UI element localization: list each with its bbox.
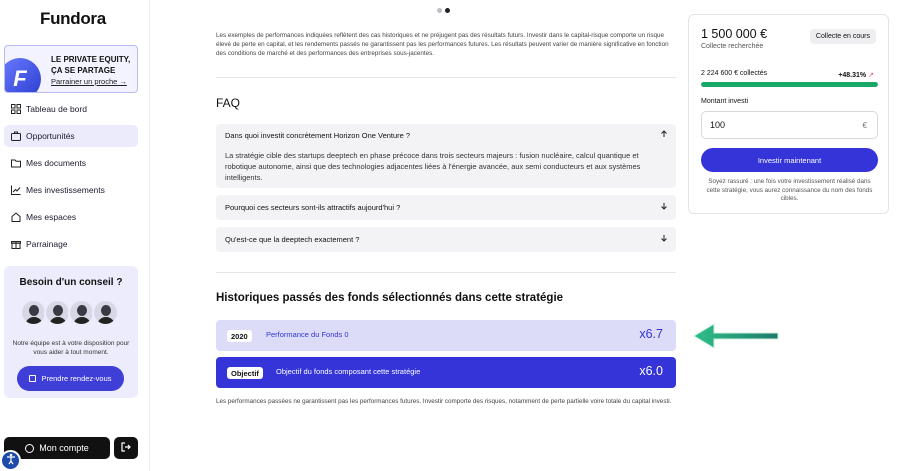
target-amount-label: Collecte recherchée <box>701 43 764 50</box>
main-content <box>171 0 680 471</box>
performance-label: Performance du Fonds 0 <box>266 330 349 339</box>
calendar-icon <box>29 375 36 382</box>
chart-icon <box>11 185 21 195</box>
sidebar-item-investments[interactable] <box>4 179 138 201</box>
faq-title: FAQ <box>216 96 241 110</box>
chevron-down-icon <box>660 202 668 212</box>
carousel-dot[interactable] <box>437 8 442 13</box>
objective-label: Objectif du fonds composant cette stratégie <box>276 367 421 376</box>
book-appointment-button[interactable] <box>17 366 124 391</box>
sidebar-item-referral[interactable] <box>4 233 138 255</box>
faq-question: Pourquoi ces secteurs sont-ils attractifs aujourd'hui ? <box>225 203 401 212</box>
sidebar-item-label: Opportunités <box>26 131 75 141</box>
referral-link[interactable]: Parrainer un proche → <box>51 77 127 86</box>
status-badge: Collecte en cours <box>810 29 876 44</box>
home-icon <box>11 212 21 222</box>
avatar <box>68 299 95 326</box>
amount-input-label: Montant investi <box>701 98 749 105</box>
past-performance-footnote: Les performances passées ne garantissent pas les performances futures. Investir comporte des risques, notamment de perte partielle voire totale du capital investi. <box>216 398 672 405</box>
currency-symbol: € <box>862 120 867 130</box>
amount-input[interactable] <box>701 111 878 139</box>
faq-item[interactable] <box>216 227 676 252</box>
folder-icon <box>11 158 21 168</box>
user-icon <box>25 444 34 453</box>
objective-badge: Objectif <box>227 367 263 379</box>
faq-question: Qu'est-ce que la deeptech exactement ? <box>225 235 360 244</box>
trend-up-icon: ↗ <box>868 72 874 79</box>
year-badge: 2020 <box>227 330 252 342</box>
advice-card <box>4 266 138 398</box>
sidebar-item-label: Tableau de bord <box>26 104 87 114</box>
sidebar-item-dashboard[interactable] <box>4 98 138 120</box>
target-amount: 1 500 000 € <box>701 27 768 41</box>
sidebar-item-label: Parrainage <box>26 239 68 249</box>
invest-now-button[interactable]: Investir maintenant <box>701 148 878 172</box>
sidebar-item-opportunities[interactable] <box>4 125 138 147</box>
brand-logo[interactable]: Fundora <box>40 9 106 28</box>
sidebar-item-documents[interactable] <box>4 152 138 174</box>
investment-card <box>688 14 889 214</box>
collected-amount: 2 224 600 € collectés <box>701 70 768 77</box>
progress-fill <box>701 82 878 87</box>
collected-percent <box>838 71 874 79</box>
fund-objective-row <box>216 357 676 388</box>
accessibility-button[interactable] <box>0 450 21 471</box>
logout-icon <box>121 442 131 455</box>
team-avatars <box>20 299 116 326</box>
divider <box>216 272 676 273</box>
fund-performance-row <box>216 320 676 351</box>
promo-title: LE PRIVATE EQUITY, ÇA SE PARTAGE <box>51 55 131 75</box>
faq-answer: La stratégie cible des startups deeptech en phase précoce dans trois secteurs majeurs : fusion nucléaire, calcul quantique et robotique autonome, ainsi que des technologies adjacentes liées à l'énergie avancée, aux semi conducteurs et aux systèmes intelligents. <box>225 151 641 182</box>
sidebar-item-label: Mes documents <box>26 158 86 168</box>
carousel-dot-active[interactable] <box>445 8 450 13</box>
advice-text: Notre équipe est à votre disposition pour vous aider à tout moment. <box>12 340 130 356</box>
sidebar-item-label: Mes investissements <box>26 185 105 195</box>
briefcase-icon <box>11 131 21 141</box>
percent-value: +48.31% <box>838 72 867 79</box>
collection-progress-bar <box>701 82 878 87</box>
arrow-left-icon <box>688 320 780 352</box>
performance-multiple: x6.7 <box>639 327 663 341</box>
my-account-label: Mon compte <box>39 443 89 453</box>
sidebar-nav <box>4 98 138 260</box>
advice-title: Besoin d'un conseil ? <box>19 277 123 288</box>
sidebar <box>0 0 150 471</box>
book-appointment-label: Prendre rendez-vous <box>41 374 112 383</box>
reassurance-note: Soyez rassuré : une fois votre investissement réalisé dans cette stratégie, vous aurez connaissance du nom des fonds cibles. <box>706 178 873 202</box>
faq-question: Dans quoi investit concrètement Horizon One Venture ? <box>225 131 411 140</box>
chevron-up-icon <box>660 130 668 140</box>
sidebar-item-spaces[interactable] <box>4 206 138 228</box>
faq-item-expanded[interactable] <box>216 124 676 188</box>
fund-history-title: Historiques passés des fonds sélectionnés dans cette stratégie <box>216 292 564 304</box>
performance-disclaimer: Les exemples de performances indiquées reflètent des cas historiques et ne préjugent pas des résultats futurs. Investir dans le capital-risque comporte un risque élevé de perte en capital, et les rendements passés ne garantissent pas les performances futures. Les résultats peuvent varier de manière significative en fonction des conditions de marché et des performances des entreprises sous-jacentes. <box>216 32 669 57</box>
gift-icon <box>11 239 21 249</box>
avatar <box>44 299 71 326</box>
faq-item[interactable] <box>216 195 676 220</box>
amount-input-value[interactable]: 100 <box>710 120 726 130</box>
chevron-down-icon <box>660 234 668 244</box>
brand-mark-icon: F <box>4 58 41 93</box>
logout-button[interactable] <box>114 437 138 459</box>
carousel-dots <box>437 8 450 13</box>
avatar <box>92 299 119 326</box>
referral-promo-banner[interactable] <box>4 45 138 93</box>
accessibility-icon <box>5 453 17 468</box>
objective-multiple: x6.0 <box>639 364 663 378</box>
dashboard-icon <box>11 104 21 114</box>
sidebar-item-label: Mes espaces <box>26 212 77 222</box>
divider <box>216 77 676 78</box>
avatar <box>20 299 47 326</box>
